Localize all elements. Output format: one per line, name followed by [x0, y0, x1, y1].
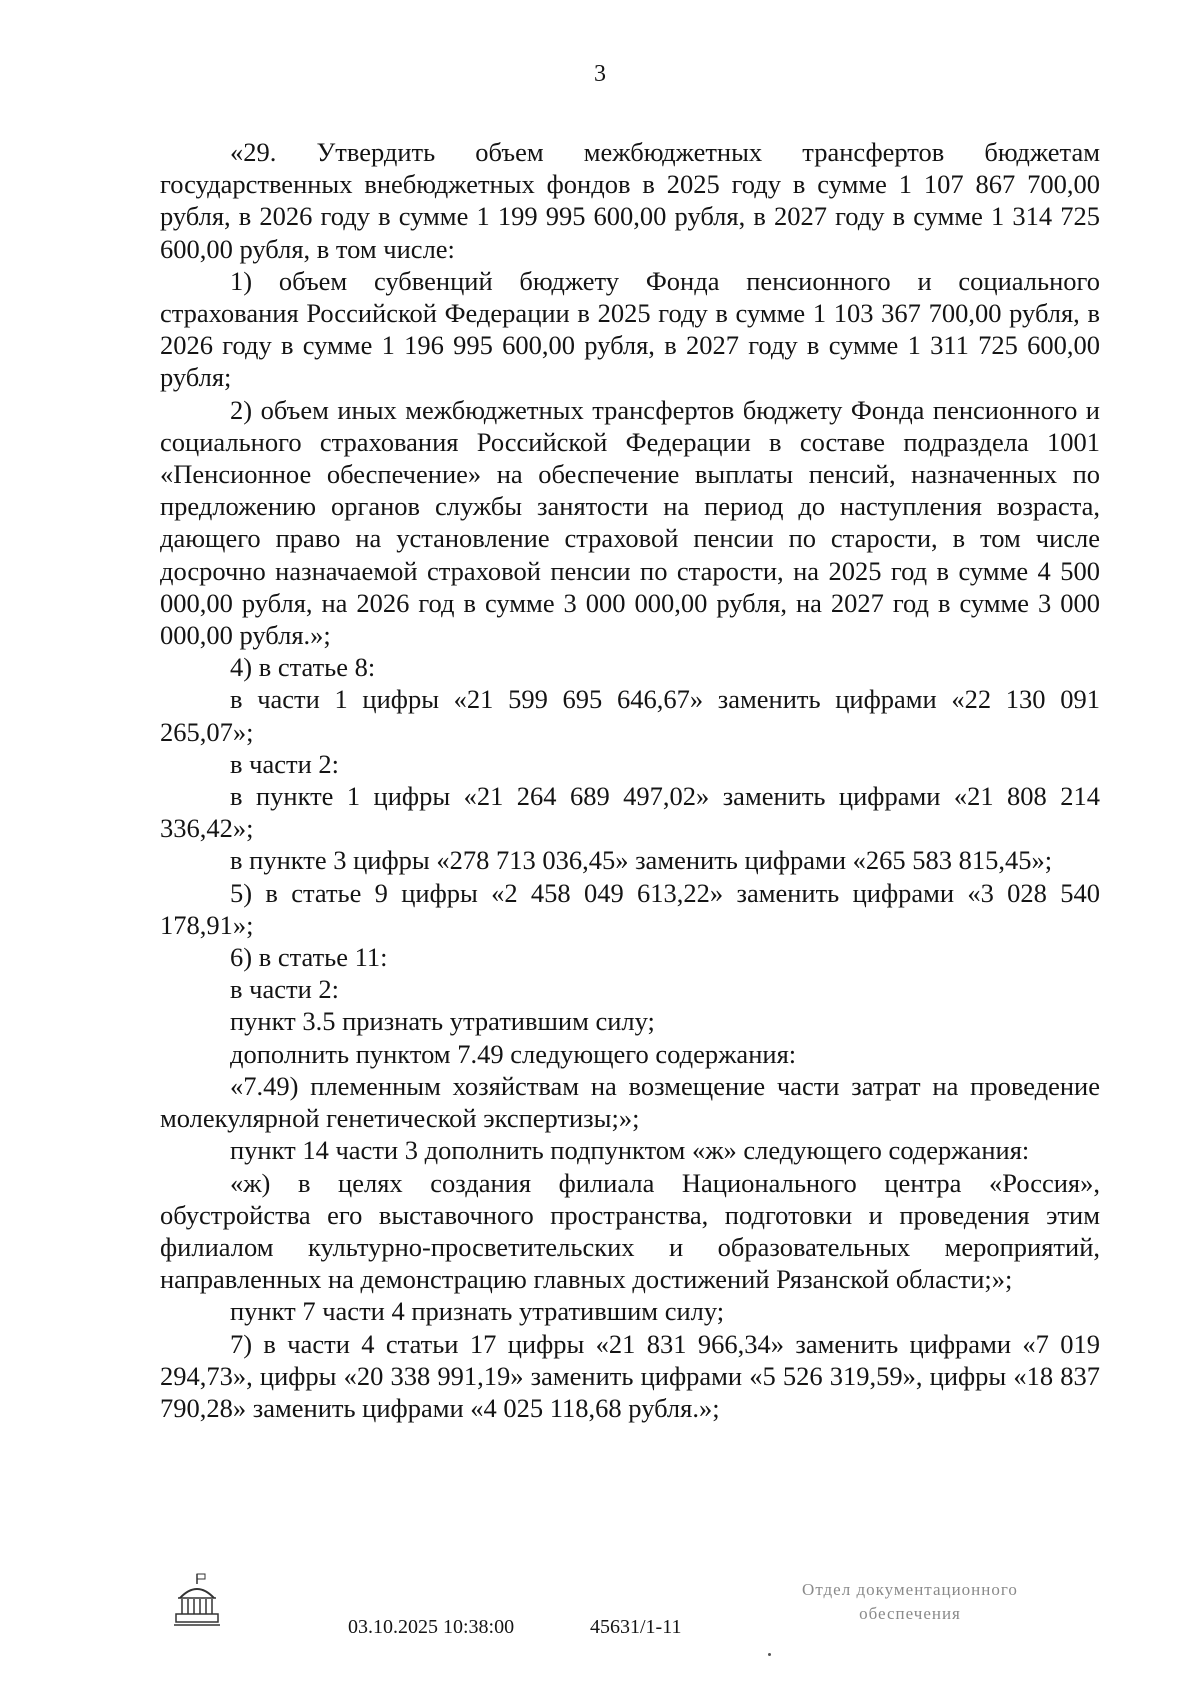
paragraph-7-49: «7.49) племенным хозяйствам на возмещение части затрат на проведение молекулярной генетической экспертизы;»; — [160, 1070, 1100, 1134]
paragraph-item-7: 7) в части 4 статьи 17 цифры «21 831 966,34» заменить цифрами «7 019 294,73», цифры «20 338 991,19» заменить цифрами «5 526 319,59», цифры «18 837 790,28» заменить цифрами «4 025 118,68 рубля.»; — [160, 1328, 1100, 1423]
paragraph-point-7-part-4: пункт 7 части 4 признать утратившим силу; — [230, 1296, 725, 1327]
duma-building-logo — [172, 1572, 222, 1628]
paragraph-part-1: в части 1 цифры «21 599 695 646,67» заменить цифрами «22 130 091 265,07»; — [160, 684, 1100, 747]
paragraph-item-6: 6) в статье 11: — [230, 942, 388, 973]
paragraph-subitem-2: 2) объем иных межбюджетных трансфертов бюджету Фонда пенсионного и социального страхования Российской Федерации в составе подраздела 1001 «Пенсионное обеспечение» на обеспечение выплаты пенсий, назначенных по предложению органов службы занятости на период до наступления возраста, дающего право на установление страховой пенсии по старости, в том числе досрочно назначаемой страховой пенсии по старости, на 2025 год в сумме 4 500 000,00 рубля, на 2026 год в сумме 3 000 000,00 рубля, на 2027 год в сумме 3 000 000,00 рубля.»; — [160, 394, 1100, 651]
paragraph-add-7-49: дополнить пунктом 7.49 следующего содержания: — [230, 1038, 797, 1069]
paragraph-point-3: в пункте 3 цифры «278 713 036,45» заменить цифрами «265 583 815,45»; — [230, 845, 1053, 876]
paragraph-point-14: пункт 14 части 3 дополнить подпунктом «ж» следующего содержания: — [230, 1135, 1030, 1166]
scan-dot — [768, 1653, 771, 1656]
paragraph-item-4: 4) в статье 8: — [230, 652, 376, 683]
paragraph-29: «29. Утвердить объем межбюджетных трансфертов бюджетам государственных внебюджетных фондов в 2025 году в сумме 1 107 867 700,00 рубля, в 2026 году в сумме 1 199 995 600,00 рубля, в 2027 году в сумме 1 314 725 600,00 рубля, в том числе: — [160, 137, 1100, 264]
paragraph-item-6-part-2: в части 2: — [230, 974, 339, 1005]
paragraph-point-3-5: пункт 3.5 признать утратившим силу; — [230, 1006, 655, 1037]
footer-doc-code: 45631/1-11 — [590, 1616, 682, 1638]
footer-datetime: 03.10.2025 10:38:00 — [348, 1616, 515, 1638]
paragraph-subpoint-zh: «ж) в целях создания филиала Национального центра «Россия», обустройства его выставочного пространства, подготовки и проведения этим филиалом культурно-просветительских и образовательных мероприятий, направленных на демонстрацию главных достижений Рязанской области;»; — [160, 1167, 1100, 1295]
department-stamp — [770, 1578, 1050, 1626]
document-body — [160, 136, 1100, 1424]
page-number: 3 — [594, 61, 606, 87]
stamp-line-1: Отдел документационного — [802, 1580, 1018, 1599]
paragraph-part-2: в части 2: — [230, 748, 339, 779]
paragraph-subitem-1: 1) объем субвенций бюджету Фонда пенсионного и социального страхования Российской Федерации в 2025 году в сумме 1 103 367 700,00 рубля, в 2026 году в сумме 1 196 995 600,00 рубля, в 2027 году в сумме 1 311 725 600,00 рубля; — [160, 265, 1100, 393]
paragraph-item-5: 5) в статье 9 цифры «2 458 049 613,22» заменить цифрами «3 028 540 178,91»; — [160, 877, 1100, 940]
paragraph-point-1: в пункте 1 цифры «21 264 689 497,02» заменить цифрами «21 808 214 336,42»; — [160, 781, 1100, 844]
stamp-line-2: обеспечения — [859, 1604, 961, 1623]
